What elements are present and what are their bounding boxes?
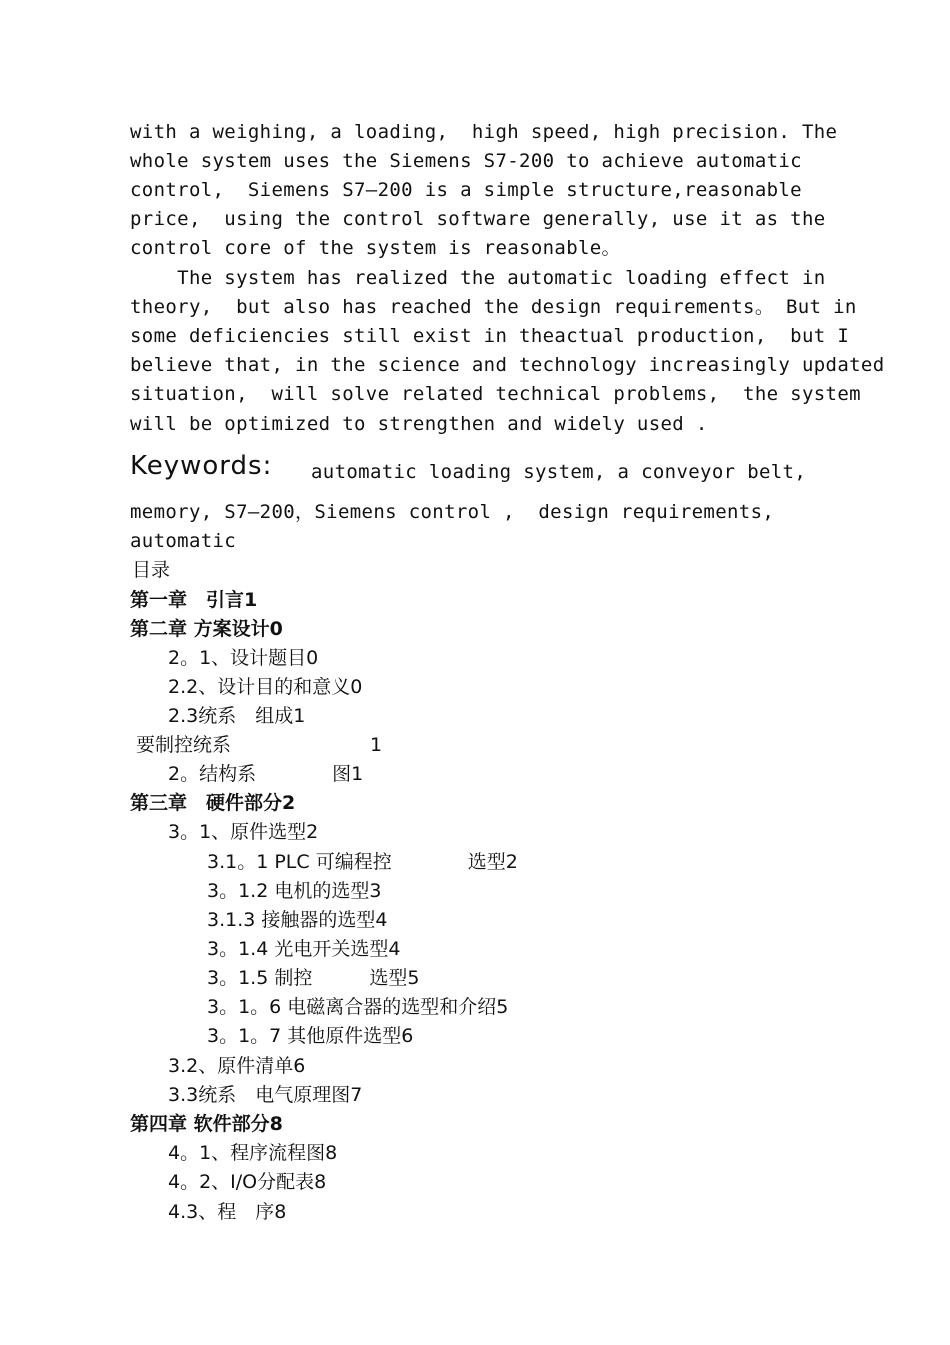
abstract-line: believe that, in the science and technology increasingly updated xyxy=(130,354,885,376)
abstract-line: control core of the system is reasonable。 xyxy=(130,237,621,259)
keywords-text: automatic loading system, a conveyor belt, xyxy=(311,461,807,483)
toc-entry-section: 3。1、原件选型2 xyxy=(168,821,319,843)
toc-entry-section: 要制控统系 1 xyxy=(136,734,383,756)
keywords-text: automatic xyxy=(130,530,237,552)
keywords-text: memory, S7—200，Siemens control , design requirements, xyxy=(130,501,775,523)
toc-entry-subsection: 3.1.3 接触器的选型4 xyxy=(207,909,388,931)
abstract-line: price, using the control software generally, use it as the xyxy=(130,208,826,230)
toc-entry-chapter: 第四章 软件部分8 xyxy=(130,1113,283,1135)
toc-title: 目录 xyxy=(132,559,171,581)
toc-entry-section: 2.2、设计目的和意义0 xyxy=(168,676,363,698)
toc-entry-section: 4。1、程序流程图8 xyxy=(168,1142,338,1164)
toc-entry-section: 4.3、程 序8 xyxy=(168,1201,287,1223)
toc-entry-section: 2.3统系 组成1 xyxy=(168,705,306,727)
abstract-line: whole system uses the Siemens S7-200 to achieve automatic xyxy=(130,150,802,172)
toc-entry-section: 2。1、设计题目0 xyxy=(168,647,319,669)
keywords-heading: Keywords: xyxy=(130,451,273,481)
abstract-line: will be optimized to strengthen and widely used . xyxy=(130,413,708,435)
toc-entry-subsection: 3。1.5 制控 选型5 xyxy=(207,967,420,989)
toc-entry-chapter: 第三章 硬件部分2 xyxy=(130,792,296,814)
abstract-line: situation, will solve related technical problems, the system xyxy=(130,383,861,405)
toc-entry-subsection: 3。1。6 电磁离合器的选型和介绍5 xyxy=(207,996,509,1018)
toc-entry-section: 2。结构系 图1 xyxy=(168,763,364,785)
toc-entry-section: 4。2、I/O分配表8 xyxy=(168,1171,327,1193)
toc-entry-chapter: 第二章 方案设计0 xyxy=(130,618,283,640)
abstract-line: theory, but also has reached the design requirements。 But in xyxy=(130,296,857,318)
toc-entry-subsection: 3.1。1 PLC 可编程控 选型2 xyxy=(207,851,518,873)
toc-entry-subsection: 3。1.2 电机的选型3 xyxy=(207,880,382,902)
toc-entry-section: 3.2、原件清单6 xyxy=(168,1055,306,1077)
toc-entry-subsection: 3。1.4 光电开关选型4 xyxy=(207,938,401,960)
abstract-line: some deficiencies still exist in theactual production, but I xyxy=(130,325,850,347)
abstract-line: control, Siemens S7—200 is a simple structure,reasonable xyxy=(130,179,802,201)
abstract-line: with a weighing, a loading, high speed, high precision. The xyxy=(130,121,838,143)
abstract-line: The system has realized the automatic loading effect in xyxy=(130,267,826,289)
toc-entry-section: 3.3统系 电气原理图7 xyxy=(168,1084,363,1106)
toc-entry-chapter: 第一章 引言1 xyxy=(130,589,258,611)
toc-entry-subsection: 3。1。7 其他原件选型6 xyxy=(207,1025,414,1047)
